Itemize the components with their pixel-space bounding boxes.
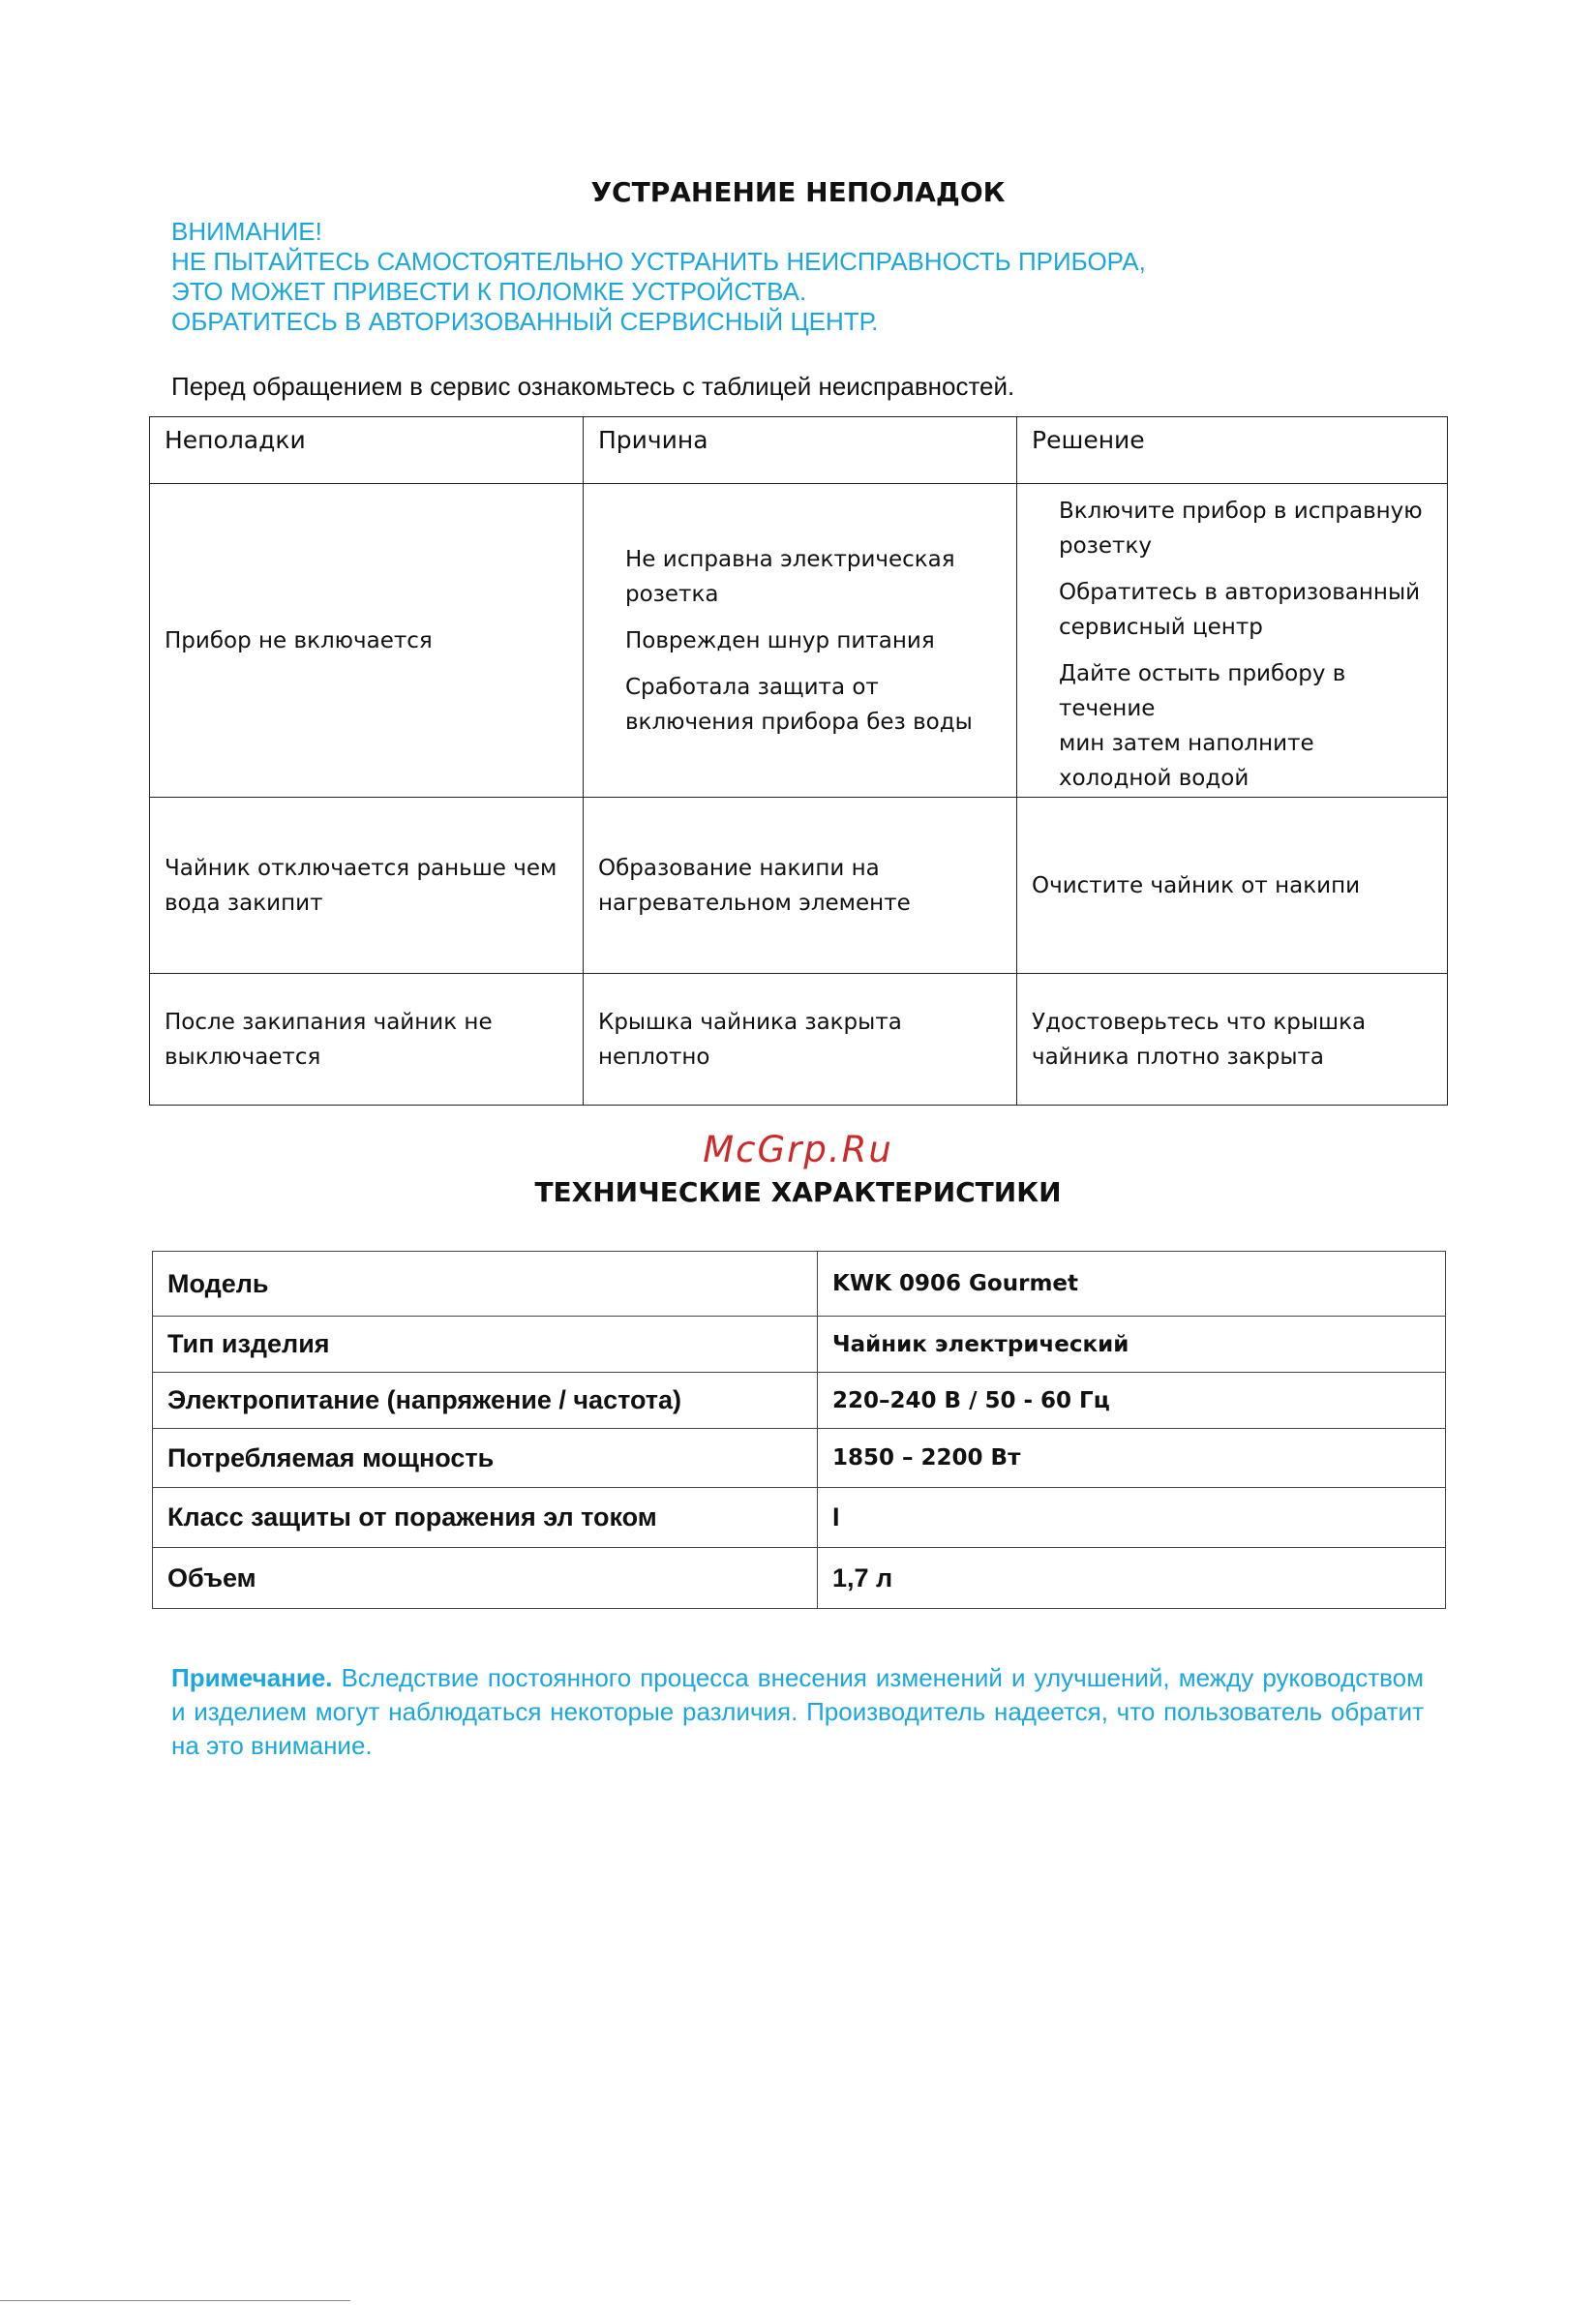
solution-item: мин затем наполните холодной водой — [1059, 731, 1314, 791]
troubleshooting-title: УСТРАНЕНИЕ НЕПОЛАДОК — [590, 176, 1006, 208]
spec-value: KWK 0906 Gourmet — [818, 1252, 1446, 1317]
note-text: Вследствие постоянного процесса внесения изменений и улучшений, между руководством и изделием могут наблюдаться некоторые различия. Производитель надеется, что пользователь обратит на это внимание. — [171, 1663, 1424, 1760]
table-row — [150, 974, 1448, 1106]
header-solution: Решение — [1017, 417, 1448, 484]
table-row — [150, 798, 1448, 974]
spec-value: I — [818, 1488, 1446, 1548]
specs-table — [152, 1251, 1446, 1609]
troubleshooting-table — [149, 416, 1448, 1106]
table-row — [153, 1429, 1446, 1488]
solution-cell: Очистите чайник от накипи — [1017, 798, 1448, 974]
warning-line: НЕ ПЫТАЙТЕСЬ САМОСТОЯТЕЛЬНО УСТРАНИТЬ НЕИСПРАВНОСТЬ ПРИБОРА, — [171, 247, 1146, 276]
table-row — [153, 1488, 1446, 1548]
bottom-divider — [0, 2300, 350, 2301]
solution-item: Включите прибор в исправную розетку — [1059, 499, 1423, 559]
problem-cell: После закипания чайник не выключается — [150, 974, 584, 1106]
warning-block — [171, 217, 1146, 337]
solution-cell: Удостоверьтесь что крышка чайника плотно закрыта — [1017, 974, 1448, 1106]
table-row — [153, 1252, 1446, 1317]
spec-label: Объем — [153, 1548, 818, 1609]
spec-label: Потребляемая мощность — [153, 1429, 818, 1488]
spec-label: Класс защиты от поражения эл током — [153, 1488, 818, 1548]
table-row — [153, 1373, 1446, 1429]
spec-value: Чайник электрический — [818, 1317, 1446, 1373]
spec-value: 220–240 В / 50 - 60 Гц — [818, 1373, 1446, 1429]
cause-item: Сработала защита от включения прибора без воды — [625, 674, 973, 735]
specs-title: ТЕХНИЧЕСКИЕ ХАРАКТЕРИСТИКИ — [534, 1176, 1062, 1208]
spec-value: 1,7 л — [818, 1548, 1446, 1609]
cause-cell: Крышка чайника закрыта неплотно — [584, 974, 1017, 1106]
table-row — [153, 1317, 1446, 1373]
cause-item: Поврежден шнур питания — [625, 627, 935, 653]
watermark: McGrp.Ru — [703, 1129, 893, 1170]
note-paragraph — [171, 1661, 1424, 1763]
warning-line: ОБРАТИТЕСЬ В АВТОРИЗОВАННЫЙ СЕРВИСНЫЙ ЦЕНТР. — [171, 307, 879, 336]
cause-cell: Образование накипи на нагревательном элементе — [584, 798, 1017, 974]
problem-cell: Чайник отключается раньше чем вода закипит — [150, 798, 584, 974]
table-header-row — [150, 417, 1448, 484]
header-problem: Неполадки — [150, 417, 584, 484]
solution-item: Обратитесь в авторизованный сервисный центр — [1059, 580, 1421, 640]
spec-label: Электропитание (напряжение / частота) — [153, 1373, 818, 1429]
spec-value: 1850 – 2200 Вт — [818, 1429, 1446, 1488]
cause-item: Не исправна электрическая розетка — [625, 546, 955, 607]
solution-cell — [1017, 484, 1448, 798]
cause-cell — [584, 484, 1017, 798]
spec-label: Модель — [153, 1252, 818, 1317]
header-cause: Причина — [584, 417, 1017, 484]
table-row — [150, 484, 1448, 798]
intro-text: Перед обращением в сервис ознакомьтесь с таблицей неисправностей. — [171, 372, 1015, 401]
warning-line: ЭТО МОЖЕТ ПРИВЕСТИ К ПОЛОМКЕ УСТРОЙСТВА. — [171, 277, 807, 306]
warning-line: ВНИМАНИЕ! — [171, 217, 322, 246]
problem-cell: Прибор не включается — [150, 484, 584, 798]
note-label: Примечание. — [171, 1663, 333, 1692]
solution-item: Дайте остыть прибору в течение — [1059, 661, 1346, 721]
table-row — [153, 1548, 1446, 1609]
spec-label: Тип изделия — [153, 1317, 818, 1373]
